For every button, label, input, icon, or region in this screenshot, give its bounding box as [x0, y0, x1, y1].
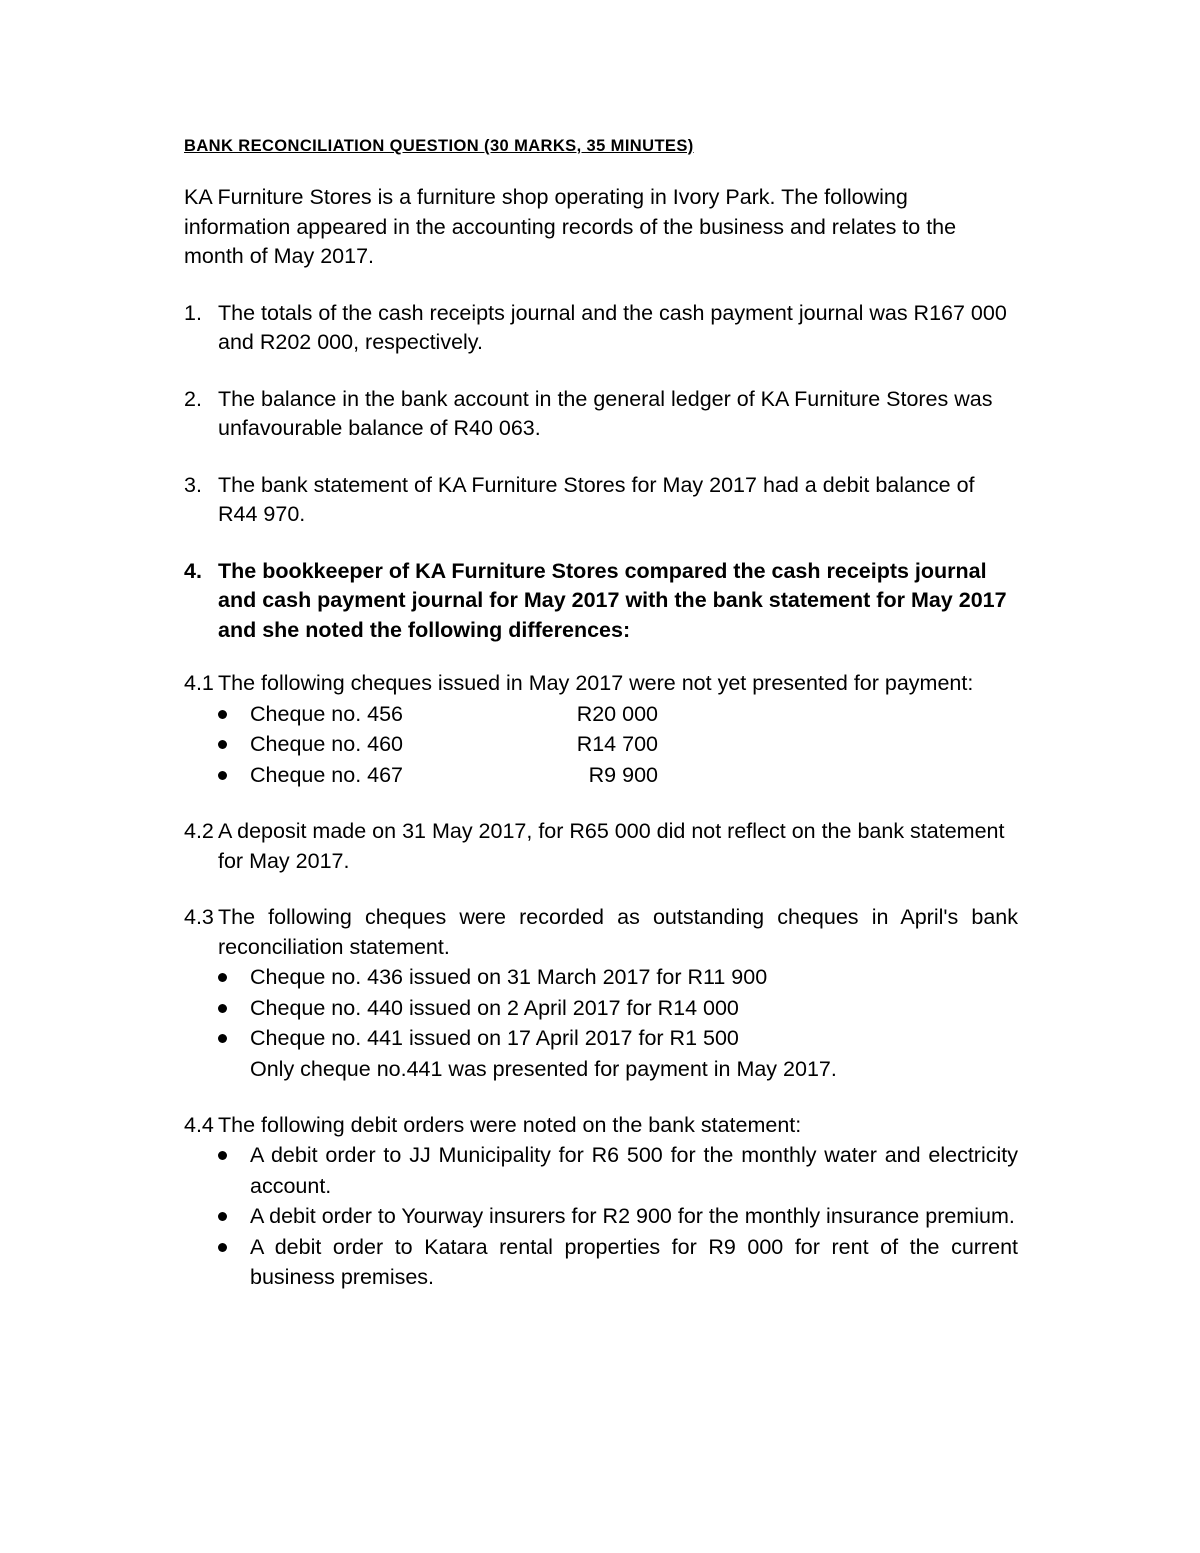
item-number: 4.: [184, 558, 202, 583]
list-item: [250, 1023, 1018, 1054]
list-item: [250, 1201, 1018, 1232]
section-number: 4.4: [184, 1112, 214, 1137]
april-outstanding-cheques-list: [184, 962, 1018, 1054]
cheque-amount: R9 900: [588, 762, 658, 787]
section-number: 4.1: [184, 671, 214, 695]
bullet-icon: [218, 1212, 227, 1221]
list-item: [250, 729, 1018, 760]
debit-orders-list: [184, 1140, 1018, 1293]
cheque-amount: R14 700: [576, 732, 658, 756]
intro-paragraph: KA Furniture Stores is a furniture shop operating in Ivory Park. The following information appeared in the accounting records of the business and relates to the month of May 2017.: [184, 185, 957, 268]
item-4: [184, 557, 1018, 646]
bullet-icon: [218, 973, 227, 982]
bullet-icon: [218, 1243, 227, 1252]
bullet-icon: [218, 740, 227, 749]
list-item: [250, 1140, 1018, 1201]
section-text: The following cheques issued in May 2017 were not yet presented for payment:: [218, 671, 974, 695]
item-text: The balance in the bank account in the general ledger of KA Furniture Stores was unfavourable balance of R40 063.: [218, 386, 993, 440]
item-text: The totals of the cash receipts journal and the cash payment journal was R167 000 and R202 000, respectively.: [218, 300, 1007, 354]
section-text: The following cheques were recorded as outstanding cheques in April's bank reconciliation statement.: [218, 905, 1018, 959]
debit-order-text: A debit order to Katara rental properties for R9 000 for rent of the current business premises.: [250, 1234, 1018, 1289]
cheque-label: Cheque no. 460: [250, 732, 404, 756]
section-4-3: [184, 903, 1018, 962]
item-2: [184, 385, 1018, 444]
item-number: 3.: [184, 472, 202, 497]
outstanding-cheques-list: [184, 699, 1018, 791]
bullet-icon: [218, 710, 227, 719]
document-page: [184, 132, 1018, 1293]
bullet-icon: [218, 1034, 227, 1043]
section-4-4: [184, 1111, 1018, 1141]
list-item: [250, 699, 1018, 730]
cheque-text: Cheque no. 436 issued on 31 March 2017 for R11 900: [250, 965, 768, 989]
section-text: A deposit made on 31 May 2017, for R65 000 did not reflect on the bank statement for May 2017.: [218, 819, 1005, 873]
cheque-label: Cheque no. 456: [250, 701, 404, 726]
list-item: [250, 1232, 1018, 1293]
cheque-amount: R20 000: [576, 701, 658, 726]
bullet-icon: [218, 1004, 227, 1013]
item-number: 1.: [184, 300, 202, 325]
debit-order-text: A debit order to JJ Municipality for R6 500 for the monthly water and electricity account.: [250, 1143, 1018, 1198]
list-item: [250, 760, 1018, 791]
item-text: The bank statement of KA Furniture Stores for May 2017 had a debit balance of R44 970.: [218, 472, 975, 526]
cheque-label: Cheque no. 467: [250, 762, 404, 787]
list-item: [250, 993, 1018, 1024]
section-text: The following debit orders were noted on the bank statement:: [218, 1112, 802, 1137]
item-3: [184, 471, 1018, 530]
debit-order-text: A debit order to Yourway insurers for R2 900 for the monthly insurance premium.: [250, 1204, 1015, 1228]
section-4-2: [184, 817, 1018, 876]
section-4-1: [184, 669, 1018, 699]
bullet-icon: [218, 1151, 227, 1160]
list-item: [250, 962, 1018, 993]
cheque-text: Cheque no. 441 issued on 17 April 2017 for R1 500: [250, 1026, 739, 1050]
item-number: 2.: [184, 386, 202, 411]
bullet-icon: [218, 771, 227, 780]
section-number: 4.2: [184, 819, 214, 843]
page-title: BANK RECONCILIATION QUESTION (30 MARKS, 35 MINUTES): [184, 137, 694, 155]
item-1: [184, 299, 1018, 358]
section-note: Only cheque no.441 was presented for payment in May 2017.: [250, 1056, 837, 1081]
cheque-text: Cheque no. 440 issued on 2 April 2017 for R14 000: [250, 995, 739, 1020]
section-number: 4.3: [184, 905, 214, 929]
item-text: The bookkeeper of KA Furniture Stores compared the cash receipts journal and cash payment journal for May 2017 with the bank statement for May 2017 and she noted the following differences:: [218, 558, 1007, 642]
